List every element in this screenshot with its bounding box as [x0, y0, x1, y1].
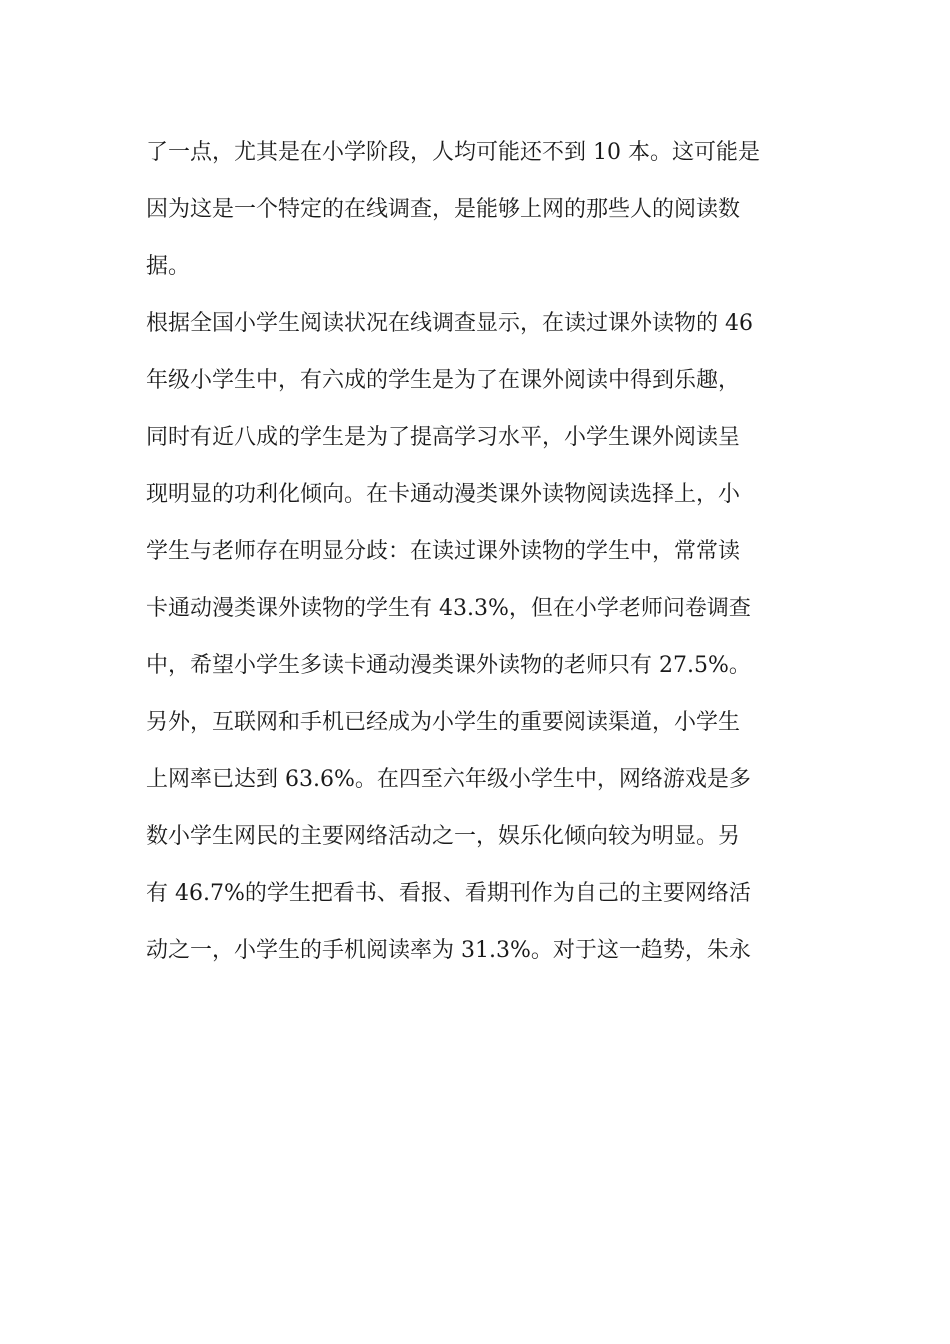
- paragraph-1: [146, 128, 806, 299]
- text-line: 现明显的功利化倾向。在卡通动漫类课外读物阅读选择上，小: [146, 482, 741, 507]
- text-line: 中，希望小学生多读卡通动漫类课外读物的老师只有 27.5%。: [146, 653, 751, 678]
- text-line: 上网率已达到 63.6%。在四至六年级小学生中，网络游戏是多: [146, 767, 751, 792]
- text-line: 另外，互联网和手机已经成为小学生的重要阅读渠道，小学生: [146, 710, 741, 735]
- text-line: 同时有近八成的学生是为了提高学习水平，小学生课外阅读呈: [146, 425, 741, 450]
- text-line: 根据全国小学生阅读状况在线调查显示，在读过课外读物的 46: [146, 311, 753, 336]
- text-line: 数小学生网民的主要网络活动之一，娱乐化倾向较为明显。另: [146, 824, 741, 849]
- text-line: 卡通动漫类课外读物的学生有 43.3%，但在小学老师问卷调查: [146, 596, 751, 621]
- text-line: 据。: [146, 254, 191, 279]
- text-line: 了一点，尤其是在小学阶段，人均可能还不到 10 本。这可能是: [146, 140, 760, 165]
- text-line: 因为这是一个特定的在线调查，是能够上网的那些人的阅读数: [146, 197, 741, 222]
- text-line: 年级小学生中，有六成的学生是为了在课外阅读中得到乐趣，: [146, 368, 741, 393]
- text-line: 有 46.7%的学生把看书、看报、看期刊作为自己的主要网络活: [146, 881, 751, 906]
- paragraph-2: [146, 299, 806, 698]
- document-body: [146, 128, 806, 983]
- text-line: 动之一，小学生的手机阅读率为 31.3%。对于这一趋势，朱永: [146, 938, 751, 963]
- paragraph-3: [146, 698, 806, 983]
- text-line: 学生与老师存在明显分歧：在读过课外读物的学生中，常常读: [146, 539, 741, 564]
